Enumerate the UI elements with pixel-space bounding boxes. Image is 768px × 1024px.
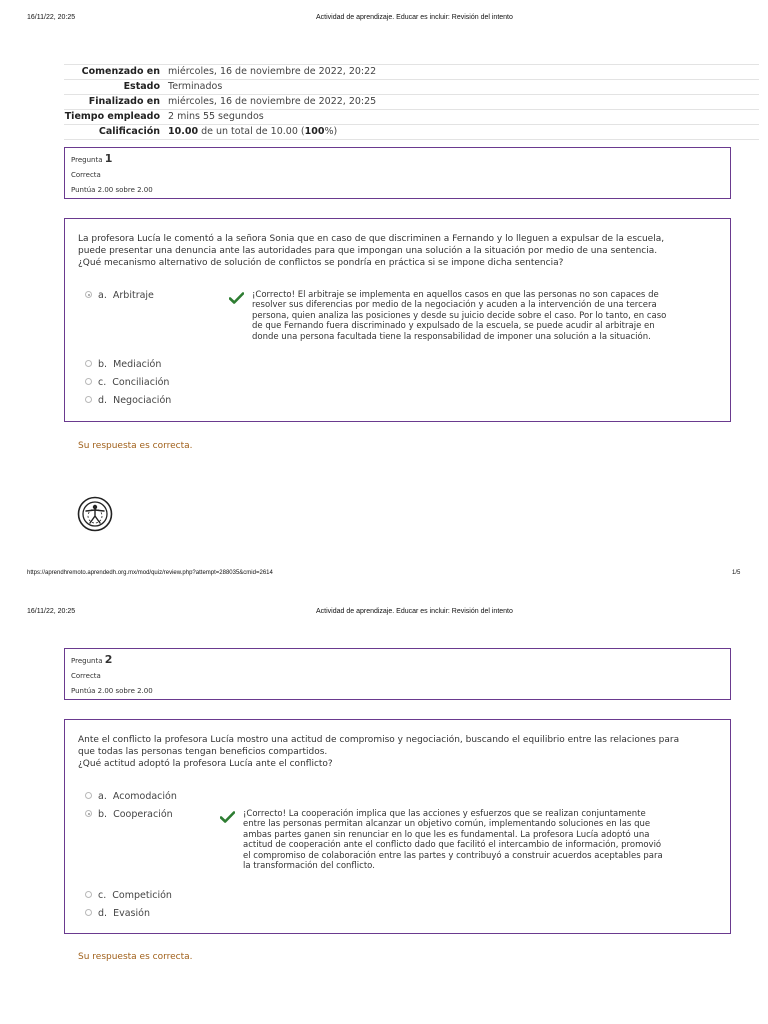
print-footer-url: https://aprendhremoto.aprendedh.org.mx/mod/quiz/review.php?attempt=288035&cmid=2614	[27, 570, 273, 576]
question-prompt: ¿Qué mecanismo alternativo de solución de conflictos se pondría en práctica si se impone dicha sentencia?	[78, 258, 564, 268]
summary-value: 2 mins 55 segundos	[166, 110, 759, 125]
feedback-line: de que Fernando fuera discriminado y expulsado de la escuela, se puede acudir al arbitraje en	[252, 321, 655, 332]
summary-value: Terminados	[166, 80, 759, 95]
answer-result: Su respuesta es correcta.	[78, 952, 193, 962]
summary-label: Calificación	[64, 125, 166, 140]
question-text	[78, 735, 723, 771]
summary-row-grade	[64, 125, 759, 140]
question-2-content	[64, 719, 731, 934]
option-letter: c.	[98, 890, 107, 901]
grade-text: de un total de 10.00 (	[198, 126, 305, 137]
print-header-title: Actividad de aprendizaje. Educar es incluir: Revisión del intento	[316, 608, 513, 615]
summary-row-started	[64, 65, 759, 80]
summary-value: miércoles, 16 de noviembre de 2022, 20:22	[166, 65, 759, 80]
answer-option-d[interactable]	[85, 395, 171, 406]
print-footer-page: 1/5	[732, 570, 741, 576]
feedback-line: la transformación del conflicto.	[243, 861, 375, 872]
option-label: Evasión	[113, 908, 150, 919]
radio-button[interactable]	[85, 291, 92, 298]
answer-option-d[interactable]	[85, 908, 150, 919]
radio-button[interactable]	[85, 909, 92, 916]
option-letter: a.	[98, 290, 107, 301]
question-1-info	[64, 147, 731, 199]
print-header-datetime: 16/11/22, 20:25	[27, 14, 76, 21]
feedback-line: resolver sus diferencias por medio de la negociación y acuden a la intervención de una tercera	[252, 300, 657, 311]
summary-row-state	[64, 80, 759, 95]
radio-button[interactable]	[85, 360, 92, 367]
answer-option-c[interactable]	[85, 377, 169, 388]
radio-button[interactable]	[85, 378, 92, 385]
grade-percent: 100	[304, 126, 325, 137]
option-letter: d.	[98, 395, 108, 406]
option-letter: c.	[98, 377, 107, 388]
feedback-line: actitud de cooperación ante el conflicto dado que facilitó el intercambio de información, promovió	[243, 840, 662, 851]
summary-value: miércoles, 16 de noviembre de 2022, 20:25	[166, 95, 759, 110]
radio-button[interactable]	[85, 891, 92, 898]
option-label: Arbitraje	[112, 290, 154, 301]
question-1-content	[64, 218, 731, 422]
question-points: Puntúa 2.00 sobre 2.00	[71, 687, 153, 695]
option-letter: b.	[98, 359, 108, 370]
option-letter: d.	[98, 908, 108, 919]
question-number-value: 2	[104, 653, 113, 666]
question-status: Correcta	[71, 171, 101, 179]
question-prefix: Pregunta	[71, 657, 105, 665]
feedback-line: el compromiso de colaboración entre las partes y contribuyó a construir acuerdos aceptables para	[243, 850, 663, 861]
question-text-line: Ante el conflicto la profesora Lucía mostro una actitud de compromiso y negociación, buscando el equilibrio entre las relaciones para	[78, 735, 680, 745]
option-label: Conciliación	[112, 377, 170, 388]
answer-option-b[interactable]	[85, 809, 173, 820]
accessibility-icon[interactable]	[77, 496, 113, 532]
summary-label: Estado	[64, 80, 166, 95]
radio-button[interactable]	[85, 396, 92, 403]
question-number	[71, 152, 112, 165]
option-label: Competición	[112, 890, 172, 901]
question-text	[78, 234, 718, 270]
question-text-line: puede presentar una denuncia ante las autoridades para que impongan una solución a la situación por medio de una sentencia.	[78, 245, 658, 256]
summary-label: Comenzado en	[64, 65, 166, 80]
answer-feedback	[243, 809, 721, 871]
print-header-title: Actividad de aprendizaje. Educar es incluir: Revisión del intento	[316, 14, 513, 21]
attempt-summary-table	[64, 64, 759, 140]
option-letter: a.	[98, 791, 107, 802]
option-letter: b.	[98, 809, 108, 820]
option-label: Mediación	[113, 359, 162, 370]
summary-value	[166, 125, 759, 140]
question-number	[71, 653, 112, 666]
question-points: Puntúa 2.00 sobre 2.00	[71, 186, 153, 194]
radio-button[interactable]	[85, 810, 92, 817]
answer-option-a[interactable]	[85, 290, 154, 301]
grade-end: %)	[324, 126, 338, 137]
feedback-line: persona, quien analiza las posiciones y desde su juicio decide sobre el caso. Por lo tanto, en caso	[252, 310, 667, 321]
option-label: Negociación	[113, 395, 172, 406]
question-status: Correcta	[71, 672, 101, 680]
feedback-line: donde una persona facultada tiene la responsabilidad de imponer una solución a la situación.	[252, 331, 651, 342]
check-icon	[229, 292, 244, 304]
option-label: Cooperación	[113, 809, 173, 820]
summary-label: Tiempo empleado	[64, 110, 166, 125]
print-header-datetime: 16/11/22, 20:25	[27, 608, 76, 615]
radio-button[interactable]	[85, 792, 92, 799]
summary-row-time	[64, 110, 759, 125]
summary-label: Finalizado en	[64, 95, 166, 110]
answer-option-b[interactable]	[85, 359, 161, 370]
answer-option-c[interactable]	[85, 890, 172, 901]
option-label: Acomodación	[112, 791, 177, 802]
check-icon	[220, 811, 235, 823]
question-text-line: La profesora Lucía le comentó a la señora Sonia que en caso de que discriminen a Fernando y lo lleguen a expulsar de la escuela,	[78, 234, 665, 244]
answer-option-a[interactable]	[85, 791, 177, 802]
feedback-line: ¡Correcto! La cooperación implica que las acciones y esfuerzos que se realizan conjuntamente	[243, 809, 646, 819]
grade-score: 10.00	[168, 126, 199, 137]
question-number-value: 1	[104, 152, 113, 165]
summary-row-finished	[64, 95, 759, 110]
question-2-info	[64, 648, 731, 700]
feedback-line: ambas partes ganen sin renunciar en lo que les es fundamental. La profesora Lucía adoptó una	[243, 829, 650, 840]
question-prefix: Pregunta	[71, 156, 105, 164]
answer-result: Su respuesta es correcta.	[78, 441, 193, 451]
question-prompt: ¿Qué actitud adoptó la profesora Lucía ante el conflicto?	[78, 759, 333, 769]
answer-feedback	[252, 290, 722, 342]
feedback-line: ¡Correcto! El arbitraje se implementa en aquellos casos en que las personas no son capaces de	[252, 290, 659, 300]
feedback-line: entre las personas permitan alcanzar un objetivo común, implementando soluciones en las que	[243, 819, 651, 830]
question-text-line: que todas las personas tengan beneficios compartidos.	[78, 746, 328, 757]
